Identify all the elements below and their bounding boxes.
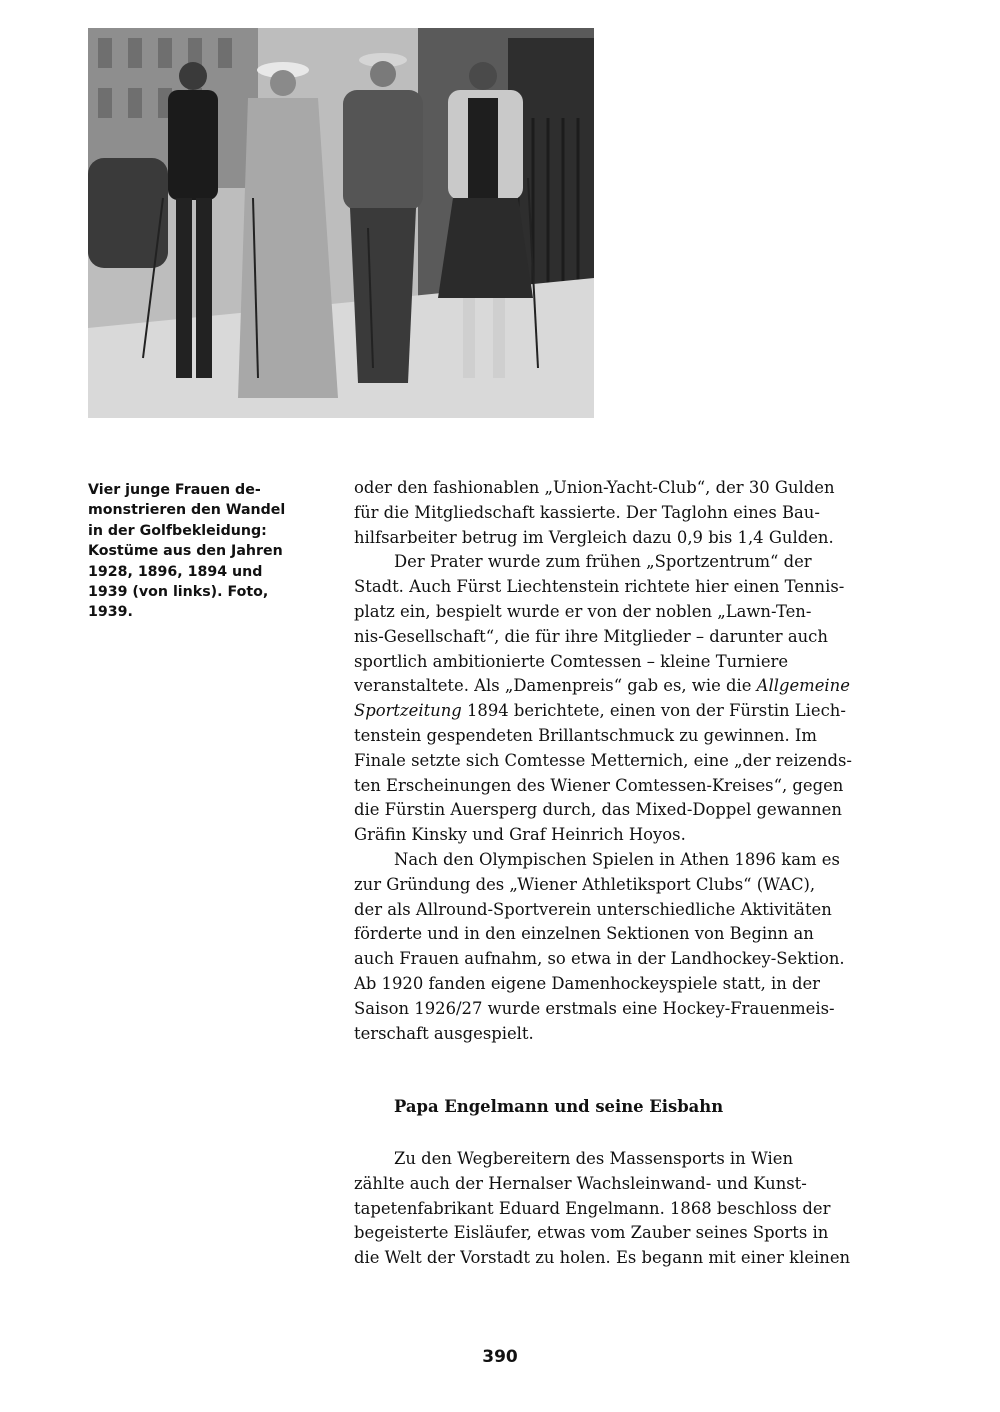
text-line: Gräfin Kinsky und Graf Heinrich Hoyos. bbox=[354, 825, 686, 845]
text-line: der als Allround-Sportverein unterschiedliche Aktivitäten bbox=[354, 899, 832, 919]
photo-illustration bbox=[88, 28, 594, 418]
text-line: die Fürstin Auersperg durch, das Mixed-Doppel gewannen bbox=[354, 800, 842, 820]
text-line: zur Gründung des „Wiener Athletiksport Clubs“ (WAC), bbox=[354, 874, 816, 894]
caption-line: monstrieren den Wandel bbox=[88, 502, 286, 519]
page-number: 390 bbox=[482, 1347, 518, 1367]
text-line: platz ein, bespielt wurde er von der noblen „Lawn-Ten- bbox=[354, 601, 812, 621]
photo-caption bbox=[88, 480, 286, 623]
text-line: Nach den Olympischen Spielen in Athen 1896 kam es bbox=[394, 849, 840, 869]
text-line: auch Frauen aufnahm, so etwa in der Landhockey-Sektion. bbox=[354, 949, 845, 969]
text-line: die Welt der Vorstadt zu holen. Es begann mit einer kleinen bbox=[354, 1248, 851, 1268]
publication-title: Sportzeitung bbox=[354, 701, 462, 721]
text-line: Finale setzte sich Comtesse Metternich, eine „der reizends- bbox=[354, 750, 852, 770]
caption-line: 1939 (von links). Foto, bbox=[88, 584, 269, 601]
text-line: begeisterte Eisläufer, etwas vom Zauber seines Sports in bbox=[354, 1223, 829, 1243]
text-line: Ab 1920 fanden eigene Damenhockeyspiele statt, in der bbox=[354, 973, 821, 993]
text-line bbox=[354, 699, 874, 724]
text-line bbox=[354, 674, 874, 699]
text-line: zählte auch der Hernalser Wachsleinwand- und Kunst- bbox=[354, 1173, 807, 1193]
text-line: sportlich ambitionierte Comtessen – kleine Turniere bbox=[354, 651, 789, 671]
caption-line: 1928, 1896, 1894 und bbox=[88, 563, 263, 580]
text-line: Der Prater wurde zum frühen „Sportzentrum“ der bbox=[394, 552, 812, 572]
publication-title: Allgemeine bbox=[756, 676, 850, 696]
text-line: terschaft ausgespielt. bbox=[354, 1023, 534, 1043]
text-fragment: 1894 berichtete, einen von der Fürstin Liech- bbox=[467, 701, 846, 721]
text-line: oder den fashionablen „Union-Yacht-Club“, der 30 Gulden bbox=[354, 478, 835, 497]
text-line: Zu den Wegbereitern des Massensports in Wien bbox=[394, 1149, 794, 1168]
caption-line: Kostüme aus den Jahren bbox=[88, 543, 283, 560]
caption-line: in der Golfbekleidung: bbox=[88, 522, 267, 539]
text-line: förderte und in den einzelnen Sektionen von Beginn an bbox=[354, 924, 814, 944]
text-line: Saison 1926/27 wurde erstmals eine Hockey-Frauenmeis- bbox=[354, 998, 835, 1018]
text-line: hilfsarbeiter betrug im Vergleich dazu 0,9 bis 1,4 Gulden. bbox=[354, 527, 834, 547]
text-line: tapetenfabrikant Eduard Engelmann. 1868 beschloss der bbox=[354, 1198, 831, 1218]
text-line: nis-Gesellschaft“, die für ihre Mitglieder – darunter auch bbox=[354, 626, 828, 646]
caption-line: 1939. bbox=[88, 604, 133, 621]
body-text bbox=[354, 476, 874, 1046]
body-text-section-2 bbox=[354, 1147, 874, 1271]
text-line: Stadt. Auch Fürst Liechtenstein richtete hier einen Tennis- bbox=[354, 577, 845, 597]
text-fragment: veranstaltete. Als „Damenpreis“ gab es, wie die bbox=[354, 676, 752, 696]
historical-photo bbox=[88, 28, 594, 418]
text-line: tenstein gespendeten Brillantschmuck zu gewinnen. Im bbox=[354, 725, 817, 745]
text-line: für die Mitgliedschaft kassierte. Der Taglohn eines Bau- bbox=[354, 502, 820, 522]
section-heading: Papa Engelmann und seine Eisbahn bbox=[394, 1097, 724, 1116]
caption-line: Vier junge Frauen de- bbox=[88, 482, 261, 498]
text-line: ten Erscheinungen des Wiener Comtessen-Kreises“, gegen bbox=[354, 775, 844, 795]
